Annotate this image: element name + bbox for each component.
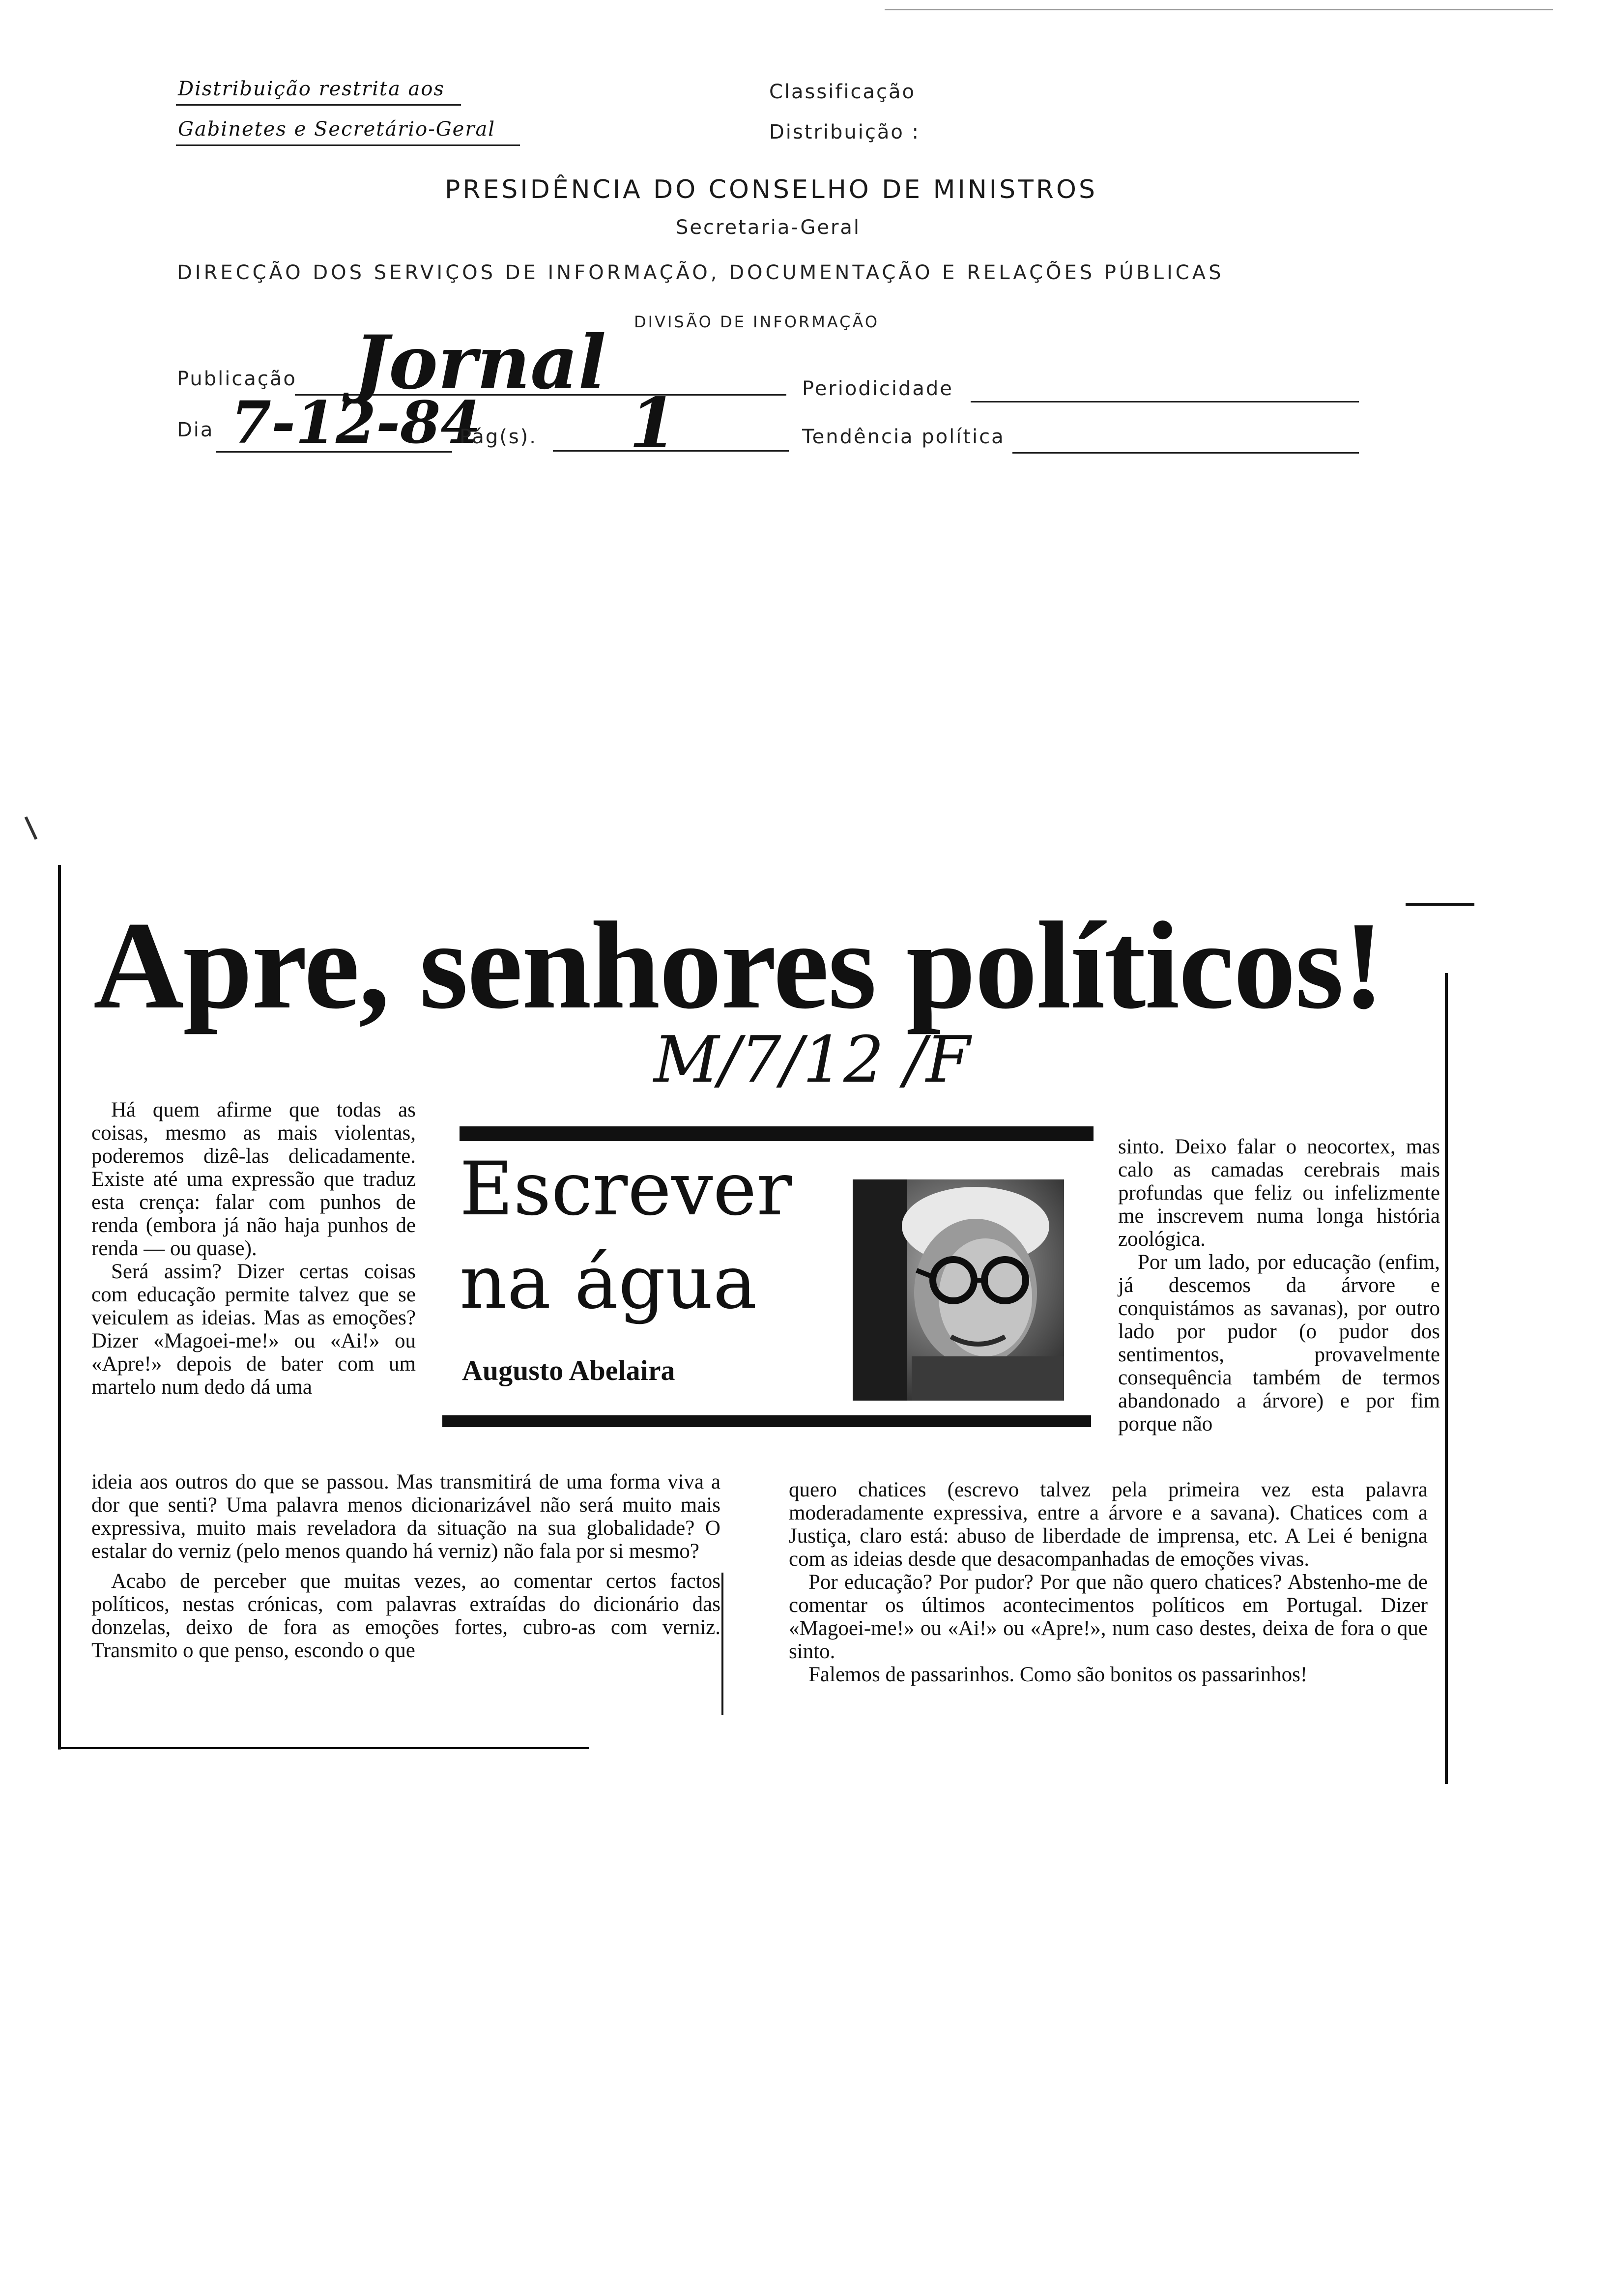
- pages-value: 1: [629, 383, 677, 464]
- right-wide-paragraph-1: quero chatices (escrevo talvez pela primeira vez esta palavra moderadamente expressiva, entre a árvore e a savana). Chatices com a Justiça, claro está: abuso de liberdade de imprensa, etc. A Lei é benigna com as ideias desde que desacompanhadas de emoções vivas.: [789, 1478, 1428, 1571]
- right-wide-paragraph-2: Por educação? Por pudor? Por que não quero chatices? Abstenho-me de comentar os últimos acontecimentos políticos em Portugal. Dizer «Magoei-me!» ou «Ai!» ou «Apre!», num caso destes, deixa de fora o que sinto.: [789, 1571, 1428, 1663]
- author-name: Augusto Abelaira: [462, 1354, 675, 1386]
- pages-label: Pág(s).: [460, 426, 537, 448]
- distribution-note-underline1: [176, 104, 461, 106]
- org-division: DIVISÃO DE INFORMAÇÃO: [634, 313, 880, 331]
- right-column: [1118, 1135, 1440, 1435]
- periodicity-label: Periodicidade: [802, 377, 953, 400]
- clipping-bottom-border: [58, 1747, 589, 1749]
- political-tendency-label: Tendência política: [802, 426, 1005, 448]
- column-box-top-rule: [460, 1126, 1094, 1141]
- scan-mark: [25, 816, 38, 840]
- column-box-bottom-rule: [442, 1415, 1091, 1427]
- left-column-right-rule: [721, 1573, 723, 1715]
- org-title: PRESIDÊNCIA DO CONSELHO DE MINISTROS: [445, 175, 1097, 204]
- scan-edge-line: [885, 9, 1553, 10]
- column-title-line2: na água: [460, 1240, 757, 1325]
- clipping-top-right-border: [1406, 903, 1474, 906]
- publication-value: Jornal: [354, 319, 606, 406]
- handwritten-annotation: M/7/12 /F: [654, 1022, 971, 1097]
- left-column: [91, 1098, 416, 1399]
- author-photo: [853, 1179, 1064, 1401]
- author-portrait-image: [853, 1179, 1064, 1401]
- column-title-line1: Escrever: [460, 1147, 792, 1232]
- political-tendency-field-line: [1012, 452, 1359, 454]
- day-value: 7-12-84: [231, 388, 481, 457]
- left-wide-column: [91, 1470, 720, 1662]
- right-wide-paragraph-3: Falemos de passarinhos. Como são bonitos os passarinhos!: [808, 1663, 1308, 1686]
- distribution-label: Distribuição :: [769, 121, 921, 144]
- org-secretariat: Secretaria-Geral: [676, 216, 861, 239]
- org-directorate: DIRECÇÃO DOS SERVIÇOS DE INFORMAÇÃO, DOCUMENTAÇÃO E RELAÇÕES PÚBLICAS: [177, 261, 1224, 284]
- left-wide-paragraph-1: ideia aos outros do que se passou. Mas transmitirá de uma forma viva a dor que senti? Uma palavra menos dicionarizável não será muito mais expressiva, muito mais reveladora da situação na sua globalidade? O estalar do verniz (pelo menos quando há verniz) não fala por si mesmo?: [91, 1470, 720, 1563]
- distribution-note-line1: Distribuição restrita aos: [178, 78, 445, 100]
- right-wide-column: [789, 1478, 1428, 1686]
- publication-label: Publicação: [177, 368, 297, 390]
- day-label: Dia: [177, 419, 214, 441]
- left-paragraph-1: Há quem afirme que todas as coisas, mesmo as mais violentas, poderemos dizê-las delicadamente. Existe até uma expressão que traduz esta crença: falar com punhos de renda (embora já não haja punhos de renda — ou quase).: [91, 1098, 416, 1260]
- left-paragraph-2: Será assim? Dizer certas coisas com educação permite talvez que se veiculem as ideias. Mas as emoções? Dizer «Magoei-me!» ou «Ai!» ou «Apre!» depois de bater com um martelo num dedo dá uma: [91, 1260, 416, 1399]
- clipping-left-border: [58, 865, 61, 1750]
- right-paragraph-1: sinto. Deixo falar o neocortex, mas calo as camadas cerebrais mais profundas que feliz ou infelizmente me inscrevem numa longa história zoológica.: [1118, 1135, 1440, 1251]
- classification-label: Classificação: [769, 81, 916, 103]
- distribution-note-underline2: [176, 144, 520, 146]
- left-wide-paragraph-2: Acabo de perceber que muitas vezes, ao comentar certos factos políticos, nestas crónicas, com palavras extraídas do dicionário das donzelas, deixo de fora as emoções fortes, cubro-as com verniz. Transmito o que penso, escondo o que: [91, 1570, 720, 1662]
- clipping-right-border: [1445, 973, 1448, 1784]
- right-paragraph-2: Por um lado, por educação (enfim, já descemos da árvore e conquistámos as savanas), por outro lado por pudor (o pudor dos sentimentos, provavelmente consequência também de termos abandonado a árvore) e por fim porque não: [1118, 1251, 1440, 1435]
- distribution-note-line2: Gabinetes e Secretário-Geral: [178, 118, 496, 141]
- headline: Apre, senhores políticos!: [93, 896, 1384, 1035]
- periodicity-field-line: [971, 401, 1359, 402]
